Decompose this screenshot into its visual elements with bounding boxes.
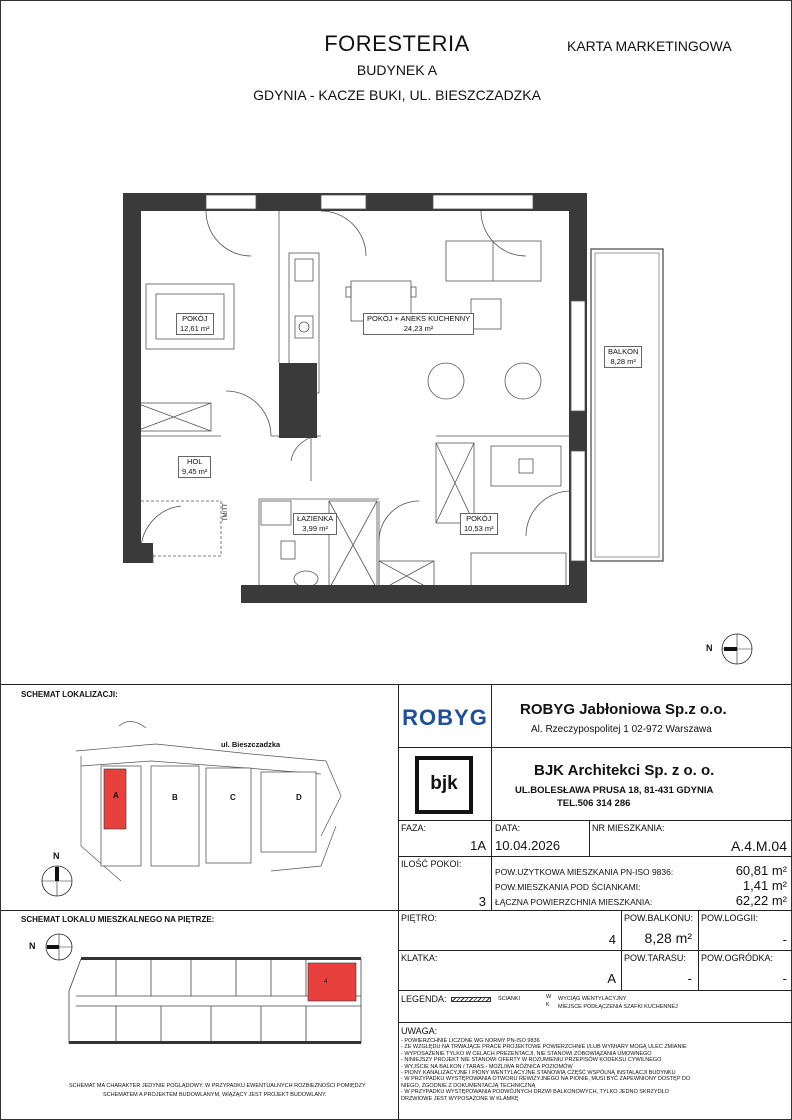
balkon-label: POW.BALKONU: (624, 913, 694, 923)
floor-footnote-2: SCHEMATEM A PROJEKTEM BUDOWLANYM, WIĄŻĄCY JEST PROJEKT BUDOWLANY. (103, 1092, 327, 1098)
ilosc-label: ILOŚĆ POKOI: (401, 859, 462, 869)
legend-vent: WYCIĄG WENTYLACYJNY (558, 996, 627, 1002)
room-bedroom-1: POKÓJ 12,61 m² (176, 313, 214, 335)
floor-north-label: N (29, 941, 36, 951)
room-living-kitchen: POKÓJ + ANEKS KUCHENNY 24,23 m² (363, 313, 474, 335)
building-label-d: D (296, 793, 302, 802)
tmtt-label: TM/TT (223, 503, 229, 521)
room-hall: HOL 9,45 m² (178, 456, 211, 478)
ps-label: POW.MIESZKANIA POD ŚCIANKAMI: (495, 882, 641, 892)
taras-label: POW.TARASU: (624, 953, 686, 963)
north-arrow-plan (715, 629, 755, 669)
floor-schema-title: SCHEMAT LOKALU MIESZKALNEGO NA PIĘTRZE: (21, 915, 215, 924)
legend-kitchen: MIEJSCE PODŁĄCZENIA SZAFKI KUCHENNEJ (558, 1004, 678, 1010)
architect-address: UL.BOLESŁAWA PRUSA 18, 81-431 GDYNIA (515, 785, 714, 796)
north-arrow-location (37, 861, 77, 901)
architect-phone: TEL.506 314 286 (557, 798, 631, 809)
pl-value: 62,22 m² (735, 893, 787, 908)
project-address: GDYNIA - KACZE BUKI, UL. BIESZCZADZKA (253, 87, 541, 103)
building-label-b: B (172, 793, 178, 802)
plan-north-label: N (706, 643, 713, 653)
location-north-label: N (53, 851, 60, 861)
building-label-a: A (113, 791, 119, 800)
nr-value: A.4.M.04 (730, 838, 787, 854)
klatka-value: A (607, 971, 616, 986)
ps-value: 1,41 m² (742, 878, 787, 893)
legend-vent-symbol: W (546, 994, 552, 1000)
balkon-value: 8,28 m² (644, 930, 692, 946)
notes-title: UWAGA: (401, 1026, 438, 1036)
data-value: 10.04.2026 (495, 838, 561, 853)
loggia-value: - (782, 932, 787, 947)
developer-name: ROBYG Jabłoniowa Sp.z o.o. (520, 701, 727, 718)
taras-value: - (687, 971, 692, 986)
loggia-label: POW.LOGGII: (701, 913, 759, 923)
pl-label: ŁĄCZNA POWIERZCHNIA MIESZKANIA: (495, 897, 653, 907)
nr-label: NR MIESZKANIA: (592, 823, 665, 833)
pu-label: POW.UŻYTKOWA MIESZKANIA PN-ISO 9836: (495, 867, 674, 877)
architect-logo: bjk (415, 756, 473, 814)
card-type: KARTA MARKETINGOWA (567, 38, 732, 54)
project-title: FORESTERIA (324, 31, 470, 56)
building-label-c: C (230, 793, 236, 802)
klatka-label: KLATKA: (401, 953, 438, 963)
room-bedroom-2: POKÓJ 10,53 m² (460, 513, 498, 535)
floor-plan (111, 181, 681, 621)
floor-schema-map (61, 951, 371, 1046)
ogrodek-label: POW.OGRÓDKA: (701, 953, 774, 963)
legend-walls: ŚCIANKI (498, 996, 521, 1002)
architect-name: BJK Architekci Sp. z o. o. (534, 762, 715, 779)
street-name: ul. Bieszczadzka (221, 740, 281, 749)
faza-value: 1A (470, 838, 486, 853)
legend-kitchen-symbol: K (546, 1002, 550, 1008)
pietro-value: 4 (608, 932, 616, 947)
ogrodek-value: - (782, 971, 787, 986)
floor-unit-label: 4 (324, 979, 328, 985)
legend-wall-swatch (451, 997, 491, 1002)
floor-footnote-1: SCHEMAT MA CHARAKTER JEDYNIE POGLĄDOWY. W PRZYPADKU EWENTUALNYCH ROZBIEŻNOŚCI POMIĘDZY (69, 1083, 366, 1089)
pu-value: 60,81 m² (735, 863, 787, 878)
notes-list: - POWIERZCHNIE LICZONE WG NORMY PN-ISO 9836 - ZE WZGLĘDU NA TRWAJĄCE PRACE PROJEKTOWE POWIERZCHNIE I/LUB WYMIARY MOGĄ ULEC ZMIANIE - WYPOSAŻENIE TYLKO W CELACH PREZENTACJI, NIE STANOWI ZOBOWIĄZANIA UMOWNEGO - NINIEJSZY PROJEKT NIE STANOWI OFERTY W ROZUMIENIU PRZEPISÓW KODEKSU CYWILNEGO - WYJŚCIE NA BALKON / TARAS - MOŻLIWA RÓŻNICA POZIOMÓW - PIONY KANALIZACYJNE I PIONY WENTYLACYJNE STANOWIĄ CZĘŚĆ WSPÓLNĄ INSTALACJI BUDYNKU - W PRZYPADKU WYSTĘPOWANIA OTWORU REWIZYJNEGO NA PIONIE, MUSI BYĆ ZAPEWNIONY DOSTĘP DO NIEGO, ZGODNIE Z DOKUMENTACJĄ TECHNICZNĄ - W PRZYPADKU WYSTĘPOWANIA PODWÓJNYCH DRZWI BALKONOWYCH, TYLKO JEDNO SKRZYDŁO DRZWIOWE JEST WYPOSAŻONE W KLAMKĘ (401, 1038, 691, 1102)
pietro-label: PIĘTRO: (401, 913, 438, 923)
faza-label: FAZA: (401, 823, 427, 833)
room-bathroom: ŁAZIENKA 3,99 m² (293, 513, 337, 535)
building-name: BUDYNEK A (356, 62, 438, 78)
developer-logo: ROBYG (402, 705, 488, 730)
data-label: DATA: (495, 823, 521, 833)
location-schema-title: SCHEMAT LOKALIZACJI: (21, 690, 118, 699)
room-balcony: BALKON 8,28 m² (604, 346, 642, 368)
legend-title: LEGENDA: (401, 994, 447, 1004)
developer-address: Al. Rzeczypospolitej 1 02-972 Warszawa (531, 724, 712, 735)
ilosc-value: 3 (478, 894, 486, 909)
